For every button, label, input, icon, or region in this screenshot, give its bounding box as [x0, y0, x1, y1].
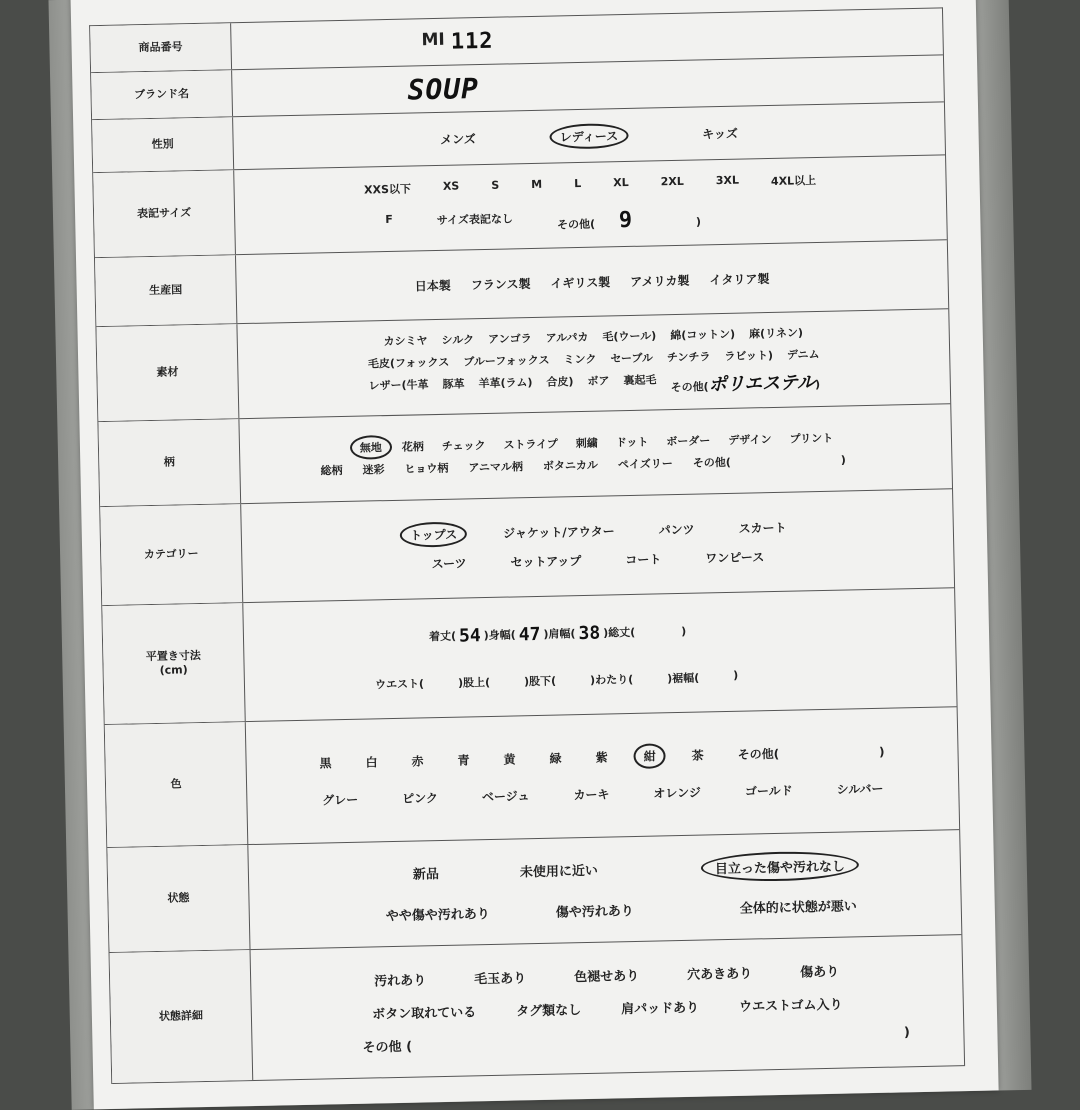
pattern-option[interactable]: プリント: [789, 431, 834, 446]
pattern-other-close: ): [840, 453, 846, 467]
detail-other-label: その他 (: [362, 1039, 413, 1056]
measure-total-value[interactable]: [638, 631, 678, 632]
color-option[interactable]: 緑: [549, 751, 562, 766]
country-option[interactable]: 日本製: [414, 278, 451, 293]
color-option[interactable]: 黒: [319, 756, 332, 771]
material-option[interactable]: 綿(コットン): [670, 327, 736, 343]
label-category: カテゴリー: [100, 504, 243, 605]
label-material: 素材: [96, 324, 239, 421]
form-sheet: [70, 0, 998, 1109]
color-option[interactable]: 青: [457, 753, 470, 768]
pattern-option[interactable]: アニマル柄: [468, 460, 524, 475]
detail-option[interactable]: 穴あきあり: [686, 966, 753, 983]
pattern-option[interactable]: ペイズリー: [617, 457, 673, 472]
category-option[interactable]: パンツ: [658, 522, 695, 538]
color-option[interactable]: 紫: [595, 750, 608, 765]
pattern-option[interactable]: 花柄: [401, 440, 424, 454]
brand-value[interactable]: SOUP: [407, 71, 480, 107]
label-country: 生産国: [95, 255, 237, 326]
detail-option[interactable]: 傷あり: [799, 964, 840, 981]
item-number-prefix: MI: [421, 29, 445, 50]
material-option[interactable]: 麻(リネン): [748, 326, 804, 341]
pattern-option[interactable]: チェック: [441, 439, 486, 453]
size-option[interactable]: XL: [612, 175, 629, 189]
material-option[interactable]: アンゴラ: [487, 332, 532, 346]
measure-total-label: )総丈(: [603, 625, 636, 640]
label-color: 色: [105, 722, 249, 847]
material-option[interactable]: チンチラ: [666, 350, 711, 365]
size-other-close: ): [695, 214, 702, 229]
product-form: [89, 7, 965, 1084]
country-option[interactable]: イギリス製: [550, 274, 611, 291]
material-option[interactable]: 毛(ウール): [602, 329, 657, 344]
color-option[interactable]: シルバー: [836, 781, 884, 797]
size-option[interactable]: F: [385, 212, 393, 226]
size-option[interactable]: サイズ表記なし: [436, 211, 514, 227]
label-measurements-unit: (cm): [159, 663, 188, 677]
detail-option[interactable]: ボタン取れている: [371, 1004, 477, 1023]
category-option-tops-selected[interactable]: トップス: [400, 521, 468, 547]
detail-option[interactable]: ウエストゴム入り: [738, 997, 843, 1015]
measure-length-label: 着丈(: [428, 629, 457, 644]
label-condition: 状態: [107, 845, 250, 952]
size-option[interactable]: XS: [442, 178, 460, 193]
pattern-option[interactable]: ストライプ: [503, 437, 558, 452]
size-other-label: その他(: [556, 217, 596, 231]
color-option[interactable]: グレー: [322, 792, 359, 808]
category-option[interactable]: ジャケット/アウター: [503, 524, 615, 541]
measure-inseam-label[interactable]: )股下(: [523, 674, 557, 688]
gender-option-kids[interactable]: キッズ: [702, 126, 739, 141]
material-option[interactable]: 裏起毛: [623, 373, 657, 388]
gender-option-ladies-selected[interactable]: レディース: [549, 122, 628, 149]
size-other-value[interactable]: 9: [618, 207, 633, 233]
color-option[interactable]: オレンジ: [653, 785, 702, 801]
color-option[interactable]: ピンク: [402, 791, 439, 806]
pattern-option-plain-selected[interactable]: 無地: [350, 435, 392, 460]
category-option[interactable]: スカート: [738, 520, 787, 536]
label-pattern: 柄: [98, 419, 241, 506]
detail-option[interactable]: 肩パッドあり: [620, 1000, 700, 1017]
detail-option[interactable]: 汚れあり: [374, 972, 427, 989]
condition-option-no-damage-selected[interactable]: 目立った傷や汚れなし: [701, 850, 860, 882]
color-option[interactable]: ベージュ: [481, 789, 530, 805]
material-option[interactable]: シルク: [441, 333, 475, 347]
color-other-close: ): [878, 744, 885, 759]
material-option[interactable]: カシミヤ: [383, 334, 428, 349]
measure-shoulder-label: )肩幅(: [543, 627, 576, 641]
row-condition-detail: [110, 935, 965, 1084]
condition-option-new[interactable]: 新品: [412, 867, 440, 883]
category-option[interactable]: コート: [625, 552, 662, 568]
row-color: [105, 707, 959, 848]
material-option[interactable]: デニム: [786, 347, 820, 362]
measure-waist-label[interactable]: ウエスト(: [374, 676, 425, 691]
pattern-option[interactable]: 刺繍: [575, 436, 598, 451]
material-option[interactable]: ボア: [587, 374, 610, 388]
label-measurements: 平置き寸法: [145, 648, 201, 663]
category-option[interactable]: セットアップ: [510, 554, 582, 570]
condition-option-poor[interactable]: 全体的に状態が悪い: [739, 899, 857, 917]
country-option[interactable]: イタリア製: [709, 271, 770, 287]
country-option[interactable]: アメリカ製: [630, 273, 690, 289]
measure-width-value[interactable]: 47: [518, 623, 541, 645]
condition-option-slight-damage[interactable]: やや傷や汚れあり: [385, 907, 490, 925]
color-option[interactable]: 白: [365, 755, 378, 770]
gender-option-mens[interactable]: メンズ: [440, 131, 476, 147]
label-brand: ブランド名: [91, 70, 233, 119]
material-option[interactable]: セーブル: [610, 351, 654, 366]
country-option[interactable]: フランス製: [470, 276, 531, 292]
color-other-label: その他(: [737, 746, 780, 762]
measure-length-value[interactable]: 54: [458, 624, 481, 647]
material-option[interactable]: 豚革: [442, 377, 465, 391]
material-option[interactable]: ラビット): [724, 348, 774, 363]
measure-width-label: )身幅(: [483, 628, 516, 643]
measure-row1-close: ): [681, 624, 687, 638]
pattern-other-label: その他(: [692, 455, 731, 470]
material-option[interactable]: 羊革(ラム): [478, 376, 533, 391]
row-category: [100, 489, 954, 606]
color-option-navy-selected[interactable]: 紺: [633, 743, 666, 769]
item-number-value[interactable]: 112: [450, 28, 494, 55]
material-other-value[interactable]: ポリエステル: [708, 372, 816, 396]
size-option[interactable]: S: [491, 178, 500, 192]
label-condition-detail: 状態詳細: [110, 950, 254, 1083]
size-option[interactable]: L: [573, 176, 582, 190]
row-condition: [107, 830, 961, 953]
detail-other-close: ): [903, 1024, 910, 1040]
pattern-option[interactable]: 総柄: [320, 464, 343, 478]
color-option[interactable]: ゴールド: [744, 783, 793, 799]
material-option[interactable]: レザー(牛革: [368, 378, 429, 393]
detail-option[interactable]: タグ類なし: [515, 1002, 582, 1019]
measure-row2-close: ): [733, 668, 739, 682]
pattern-option[interactable]: ドット: [615, 435, 649, 450]
pattern-option[interactable]: ボーダー: [666, 434, 711, 449]
color-option[interactable]: 赤: [411, 754, 424, 769]
label-size: 表記サイズ: [93, 170, 236, 257]
detail-option[interactable]: 色褪せあり: [573, 968, 640, 985]
material-option[interactable]: 合皮): [546, 375, 574, 389]
size-option[interactable]: 3XL: [715, 173, 740, 187]
size-option[interactable]: 4XL以上: [770, 173, 817, 188]
size-option[interactable]: XXS以下: [363, 182, 412, 196]
label-gender: 性別: [92, 117, 234, 172]
material-option[interactable]: ブルーフォックス: [463, 353, 550, 369]
measure-rise-label[interactable]: )股上(: [457, 675, 491, 690]
pattern-option[interactable]: デザイン: [728, 433, 772, 447]
material-option[interactable]: ミンク: [563, 352, 597, 367]
pattern-option[interactable]: ボタニカル: [542, 458, 599, 473]
label-item-number: 商品番号: [90, 23, 232, 72]
condition-option-like-new[interactable]: 未使用に近い: [519, 863, 599, 881]
material-option[interactable]: 毛皮(フォックス: [367, 355, 450, 371]
size-option[interactable]: 2XL: [660, 174, 684, 188]
color-option[interactable]: 茶: [691, 748, 704, 763]
measure-hem-label[interactable]: )裾幅(: [667, 671, 700, 685]
category-option[interactable]: スーツ: [431, 556, 467, 572]
measure-shoulder-value[interactable]: 38: [578, 622, 601, 644]
material-other-close: ): [814, 377, 821, 392]
pattern-option[interactable]: 迷彩: [362, 463, 385, 477]
condition-option-damage[interactable]: 傷や汚れあり: [555, 904, 634, 921]
size-option[interactable]: M: [531, 177, 543, 191]
material-other-label: その他(: [670, 380, 709, 395]
measure-thigh-label[interactable]: )わたり(: [589, 672, 634, 687]
color-option[interactable]: カーキ: [573, 787, 610, 803]
category-option[interactable]: ワンピース: [705, 550, 765, 566]
detail-option[interactable]: 毛玉あり: [473, 970, 527, 987]
pattern-option[interactable]: ヒョウ柄: [404, 461, 449, 476]
material-option[interactable]: アルパカ: [545, 330, 589, 345]
color-option[interactable]: 黄: [503, 752, 516, 767]
row-material: [96, 309, 950, 422]
row-measurements: [102, 588, 956, 725]
